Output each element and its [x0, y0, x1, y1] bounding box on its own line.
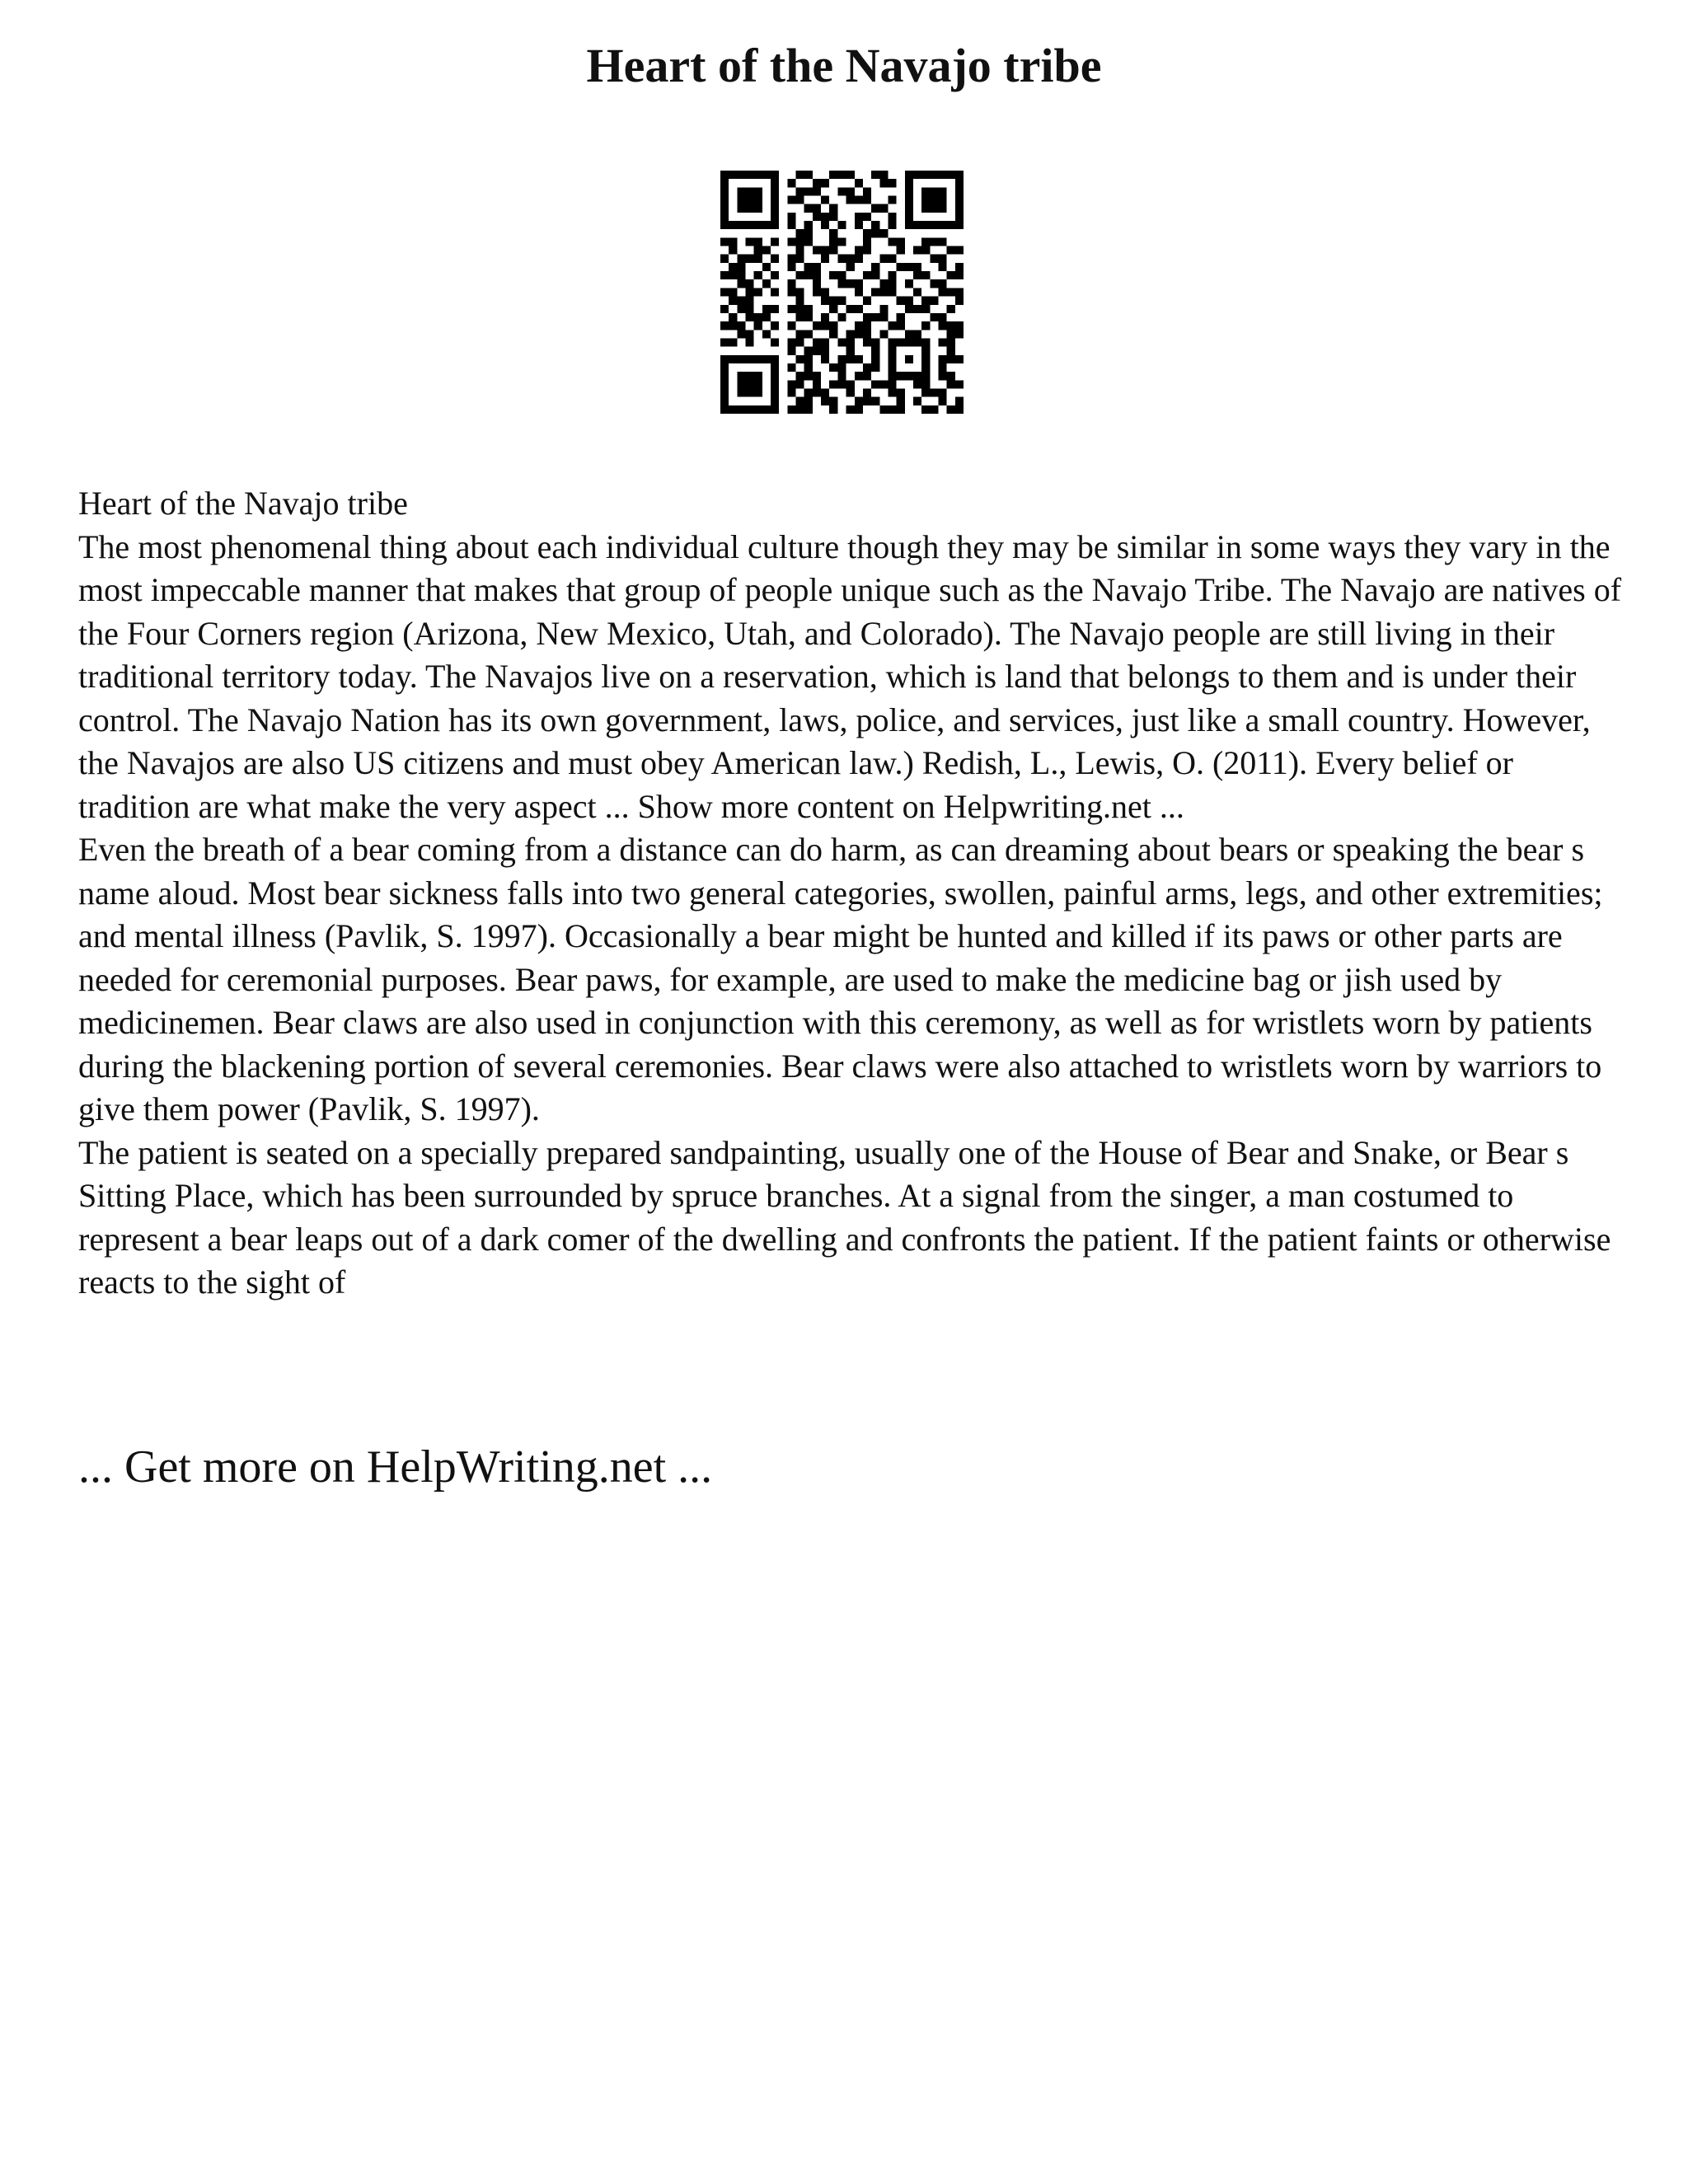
body-subtitle: Heart of the Navajo tribe [78, 485, 408, 522]
qr-code [720, 171, 964, 414]
body-paragraph-2: Even the breath of a bear coming from a distance can do harm, as can dreaming about bears or speaking the bear s name aloud. Most bear sickness falls into two general categories, swollen, painful arms, legs, and other extremities; and mental illness (Pavlik, S. 1997). Occasionally a bear might be hunted and killed if its paws or other parts are needed for ceremonial purposes. Bear paws, for example, are used to make the medicine bag or jish used by medicinemen. Bear claws are also used in conjunction with this ceremony, as well as for wristlets worn by patients during the blackening portion of several ceremonies. Bear claws were also attached to wristlets worn by warriors to give them power (Pavlik, S. 1997). [78, 831, 1603, 1127]
body-paragraph-1: The most phenomenal thing about each individual culture though they may be similar in some ways they vary in the most impeccable manner that makes that group of people unique such as the Navajo Tribe. The Navajo are natives of the Four Corners region (Arizona, New Mexico, Utah, and Colorado). The Navajo people are still living in their traditional territory today. The Navajos live on a reservation, which is land that belongs to them and is under their control. The Navajo Nation has its own government, laws, police, and services, just like a small country. However, the Navajos are also US citizens and must obey American law.) Redish, L., Lewis, O. (2011). Every belief or tradition are what make the very aspect ... Show more content on Helpwriting.net ... [78, 527, 1622, 825]
document-body [78, 482, 1628, 1305]
body-paragraph-3: The patient is seated on a specially prepared sandpainting, usually one of the House of Bear and Snake, or Bear s Sitting Place, which has been surrounded by spruce branches. At a signal from the singer, a man costumed to represent a bear leaps out of a dark comer of the dwelling and confronts the patient. If the patient faints or otherwise reacts to the sight of [78, 1133, 1611, 1301]
page-title: Heart of the Navajo tribe [586, 39, 1102, 92]
qr-code-graphic [720, 171, 964, 414]
get-more-link[interactable]: ... Get more on HelpWriting.net ... [78, 1441, 713, 1493]
